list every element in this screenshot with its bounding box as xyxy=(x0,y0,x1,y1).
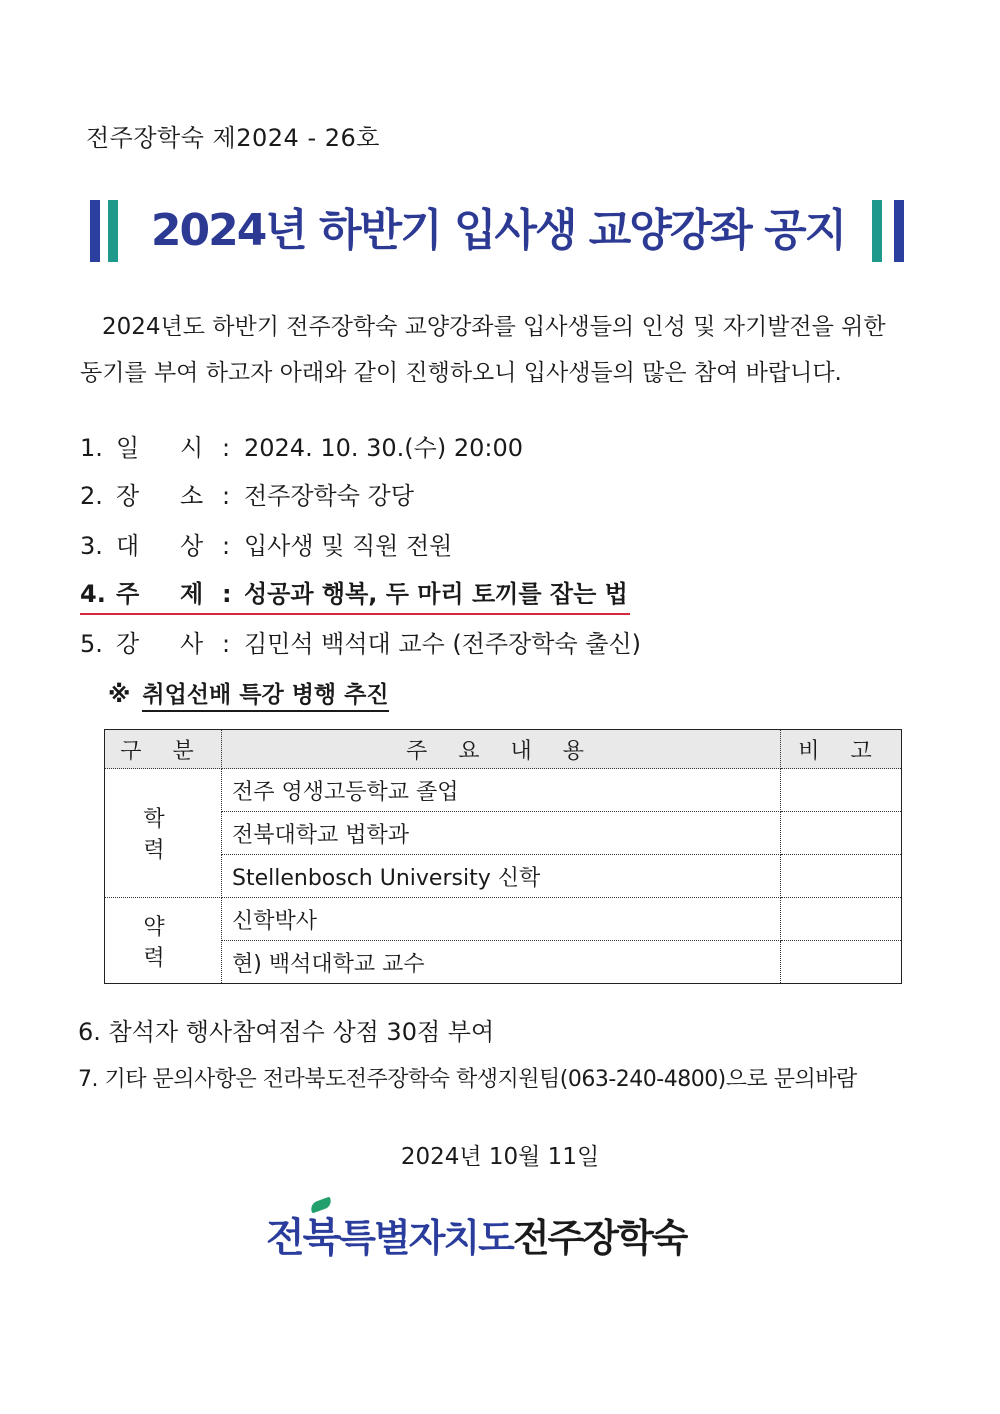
table-header: 구 분 xyxy=(105,730,222,769)
title-decoration-right xyxy=(872,200,908,262)
item-place xyxy=(80,476,414,511)
item-value: 성공과 행복, 두 마리 토끼를 잡는 법 xyxy=(244,580,628,608)
item-colon: : xyxy=(222,532,231,560)
table-cell: 전북대학교 법학과 xyxy=(222,812,781,855)
item-value: 입사생 및 직원 전원 xyxy=(244,532,453,560)
table-header: 비 고 xyxy=(781,730,902,769)
item-speaker xyxy=(80,624,641,659)
table-row xyxy=(105,941,902,984)
item-inquiry: 7. 기타 문의사항은 전라북도전주장학숙 학생지원팀(063-240-4800)으로 문의바람 xyxy=(78,1067,857,1092)
item-key: 사 xyxy=(180,630,204,658)
table-cell: Stellenbosch University 신학 xyxy=(222,855,781,898)
intro-line-1: 2024년도 하반기 전주장학숙 교양강좌를 입사생들의 인성 및 자기발전을 위한 xyxy=(102,314,886,340)
note-text: 취업선배 특강 병행 추진 xyxy=(142,682,388,712)
document-number: 전주장학숙 제2024 - 26호 xyxy=(86,124,380,152)
table-row xyxy=(105,812,902,855)
page-title: 2024년 하반기 입사생 교양강좌 공지 xyxy=(150,205,846,256)
category-cell: 학 력 xyxy=(105,769,222,898)
item-colon: : xyxy=(222,630,231,658)
logo-text-1: 전북 xyxy=(266,1215,340,1261)
item-key: 강 xyxy=(116,630,140,658)
item-colon: : xyxy=(222,482,231,510)
item-points: 6. 참석자 행사참여점수 상점 30점 부여 xyxy=(78,1018,495,1046)
logo-region xyxy=(266,1206,339,1263)
item-number: 3. xyxy=(80,532,103,560)
table-row xyxy=(105,855,902,898)
item-colon: : xyxy=(222,580,232,608)
table-row xyxy=(105,769,902,812)
item-value: 김민석 백석대 교수 (전주장학숙 출신) xyxy=(244,630,642,658)
item-number: 5. xyxy=(80,630,103,658)
item-topic xyxy=(80,574,628,609)
category-cell: 약 력 xyxy=(105,898,222,984)
item-value: 전주장학숙 강당 xyxy=(244,482,414,510)
table-cell: 전주 영생고등학교 졸업 xyxy=(222,769,781,812)
intro-line-2: 동기를 부여 하고자 아래와 같이 진행하오니 입사생들의 많은 참여 바랍니다. xyxy=(80,360,842,386)
speaker-career-table xyxy=(104,729,902,984)
title-banner xyxy=(88,198,908,264)
note-mark: ※ xyxy=(108,682,131,708)
remark-cell xyxy=(781,769,902,812)
table-header: 주 요 내 용 xyxy=(222,730,781,769)
note xyxy=(108,676,389,709)
remark-cell xyxy=(781,855,902,898)
item-colon: : xyxy=(222,434,231,462)
item-key: 일 xyxy=(116,434,140,462)
topic-underline xyxy=(80,613,630,615)
item-target xyxy=(80,526,452,561)
logo-text-2: 특별자치도 xyxy=(339,1216,513,1260)
intro-paragraph xyxy=(80,304,914,396)
table-header-row xyxy=(105,730,902,769)
item-key: 상 xyxy=(180,532,204,560)
item-date xyxy=(80,428,523,463)
table-cell: 현) 백석대학교 교수 xyxy=(222,941,781,984)
item-key: 제 xyxy=(180,580,204,608)
logo-text-3: 전주장학숙 xyxy=(512,1216,687,1260)
item-number: 4. xyxy=(80,580,106,608)
remark-cell xyxy=(781,941,902,984)
issue-date: 2024년 10월 11일 xyxy=(400,1144,600,1170)
table-row xyxy=(105,898,902,941)
organization-logo xyxy=(266,1206,686,1266)
item-value: 2024. 10. 30.(수) 20:00 xyxy=(244,434,524,462)
remark-cell xyxy=(781,812,902,855)
title-decoration-left xyxy=(88,200,124,262)
item-number: 1. xyxy=(80,434,103,462)
item-key: 시 xyxy=(180,434,204,462)
remark-cell xyxy=(781,898,902,941)
item-key: 주 xyxy=(116,580,140,608)
item-key: 장 xyxy=(116,482,140,510)
item-number: 2. xyxy=(80,482,103,510)
item-key: 소 xyxy=(180,482,204,510)
item-key: 대 xyxy=(116,532,140,560)
leaf-icon xyxy=(309,1197,333,1214)
table-cell: 신학박사 xyxy=(222,898,781,941)
